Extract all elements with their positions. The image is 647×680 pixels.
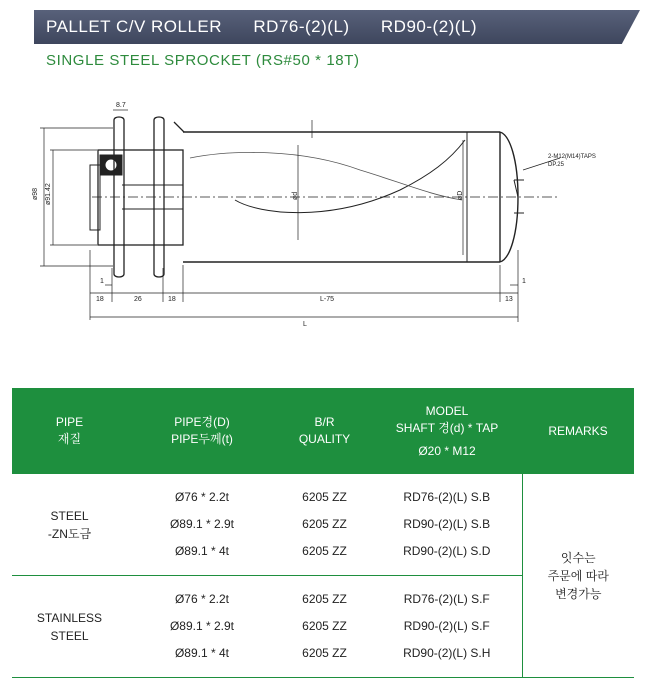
dim-18-a: 18	[96, 296, 104, 303]
pipe-cell: Ø76 * 2.2t Ø89.1 * 2.9t Ø89.1 * 4t	[127, 576, 277, 678]
header-pipe: PIPE경(D) PIPE두께(t)	[127, 388, 277, 474]
dim-dia91: ø91.42	[45, 183, 52, 205]
model-cell: RD76-(2)(L) S.B RD90-(2)(L) S.B RD90-(2)(L) S.D	[372, 474, 522, 576]
dim-pipe-D: øD	[457, 190, 464, 200]
bearing-cell: 6205 ZZ 6205 ZZ 6205 ZZ	[277, 474, 372, 576]
header-bearing: B/R QUALITY	[277, 388, 372, 474]
model-cell: RD76-(2)(L) S.F RD90-(2)(L) S.F RD90-(2)(L) S.H	[372, 576, 522, 678]
table-row	[12, 474, 634, 576]
table-header-row	[12, 388, 634, 474]
tap-note: 2-M12(M14)TAPS	[548, 154, 596, 160]
dim-8-7: 8.7	[116, 102, 126, 109]
tap-depth: DP.25	[548, 162, 564, 168]
header-remarks: REMARKS	[522, 388, 634, 474]
roller-hub	[90, 150, 560, 245]
remarks-cell: 잇수는 주문에 따라 변경가능	[522, 474, 634, 678]
bearing-cell: 6205 ZZ 6205 ZZ 6205 ZZ	[277, 576, 372, 678]
dim-L: L	[303, 321, 307, 328]
spec-table	[12, 388, 634, 678]
dim-l-75: L-75	[320, 296, 335, 303]
dimension-lines	[40, 110, 560, 322]
dim-13: 13	[505, 296, 513, 303]
dim-dia98: ø98	[32, 187, 39, 200]
page-title: PALLET C/V ROLLER RD76-(2)(L) RD90-(2)(L)	[46, 17, 478, 36]
dim-1-right: 1	[522, 278, 526, 285]
pipe-cell: Ø76 * 2.2t Ø89.1 * 2.9t Ø89.1 * 4t	[127, 474, 277, 576]
header-material: PIPE 재질	[12, 388, 127, 474]
dim-1-left: 1	[100, 278, 104, 285]
dim-shaft-d: ød	[292, 191, 299, 200]
dim-26: 26	[134, 296, 142, 303]
material-cell: STAINLESS STEEL	[12, 576, 127, 678]
material-cell: STEEL -ZN도금	[12, 474, 127, 576]
dim-18-b: 18	[168, 296, 176, 303]
header-model: MODEL SHAFT 경(d) * TAP Ø20 * M12	[372, 388, 522, 474]
page-subtitle: SINGLE STEEL SPROCKET (RS#50 * 18T)	[46, 52, 360, 69]
roller-drawing	[0, 80, 647, 350]
